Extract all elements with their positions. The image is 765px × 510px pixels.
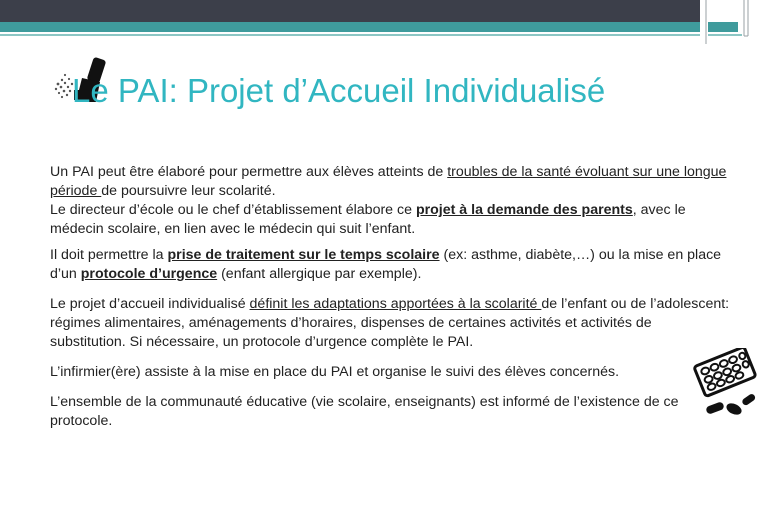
header-bar-dark (0, 0, 765, 22)
paragraph-4: L’infirmier(ère) assiste à la mise en place du PAI et organise le suivi des élèves concernés. (50, 364, 620, 380)
content-body (50, 163, 730, 442)
medication-pills-icon (690, 348, 758, 420)
corner-decoration (700, 0, 765, 44)
paragraph-3: Le projet d’accueil individualisé définit les adaptations apportées à la scolarité de l’enfant ou de l’adolescent: régimes alimentaires, aménagements d’horaires, dispenses de certaines activités et activités de substitution. Si nécessaire, un protocole d’urgence complète le PAI. (50, 296, 730, 350)
header-bar-line (0, 34, 765, 36)
page-title: Le PAI: Projet d’Accueil Individualisé (72, 72, 606, 109)
header-bar-teal (0, 22, 765, 32)
paragraph-2: Il doit permettre la prise de traitement sur le temps scolaire (ex: asthme, diabète,…) ou la mise en place d’un protocole d’urgence (enfant allergique par exemple). (50, 247, 722, 282)
paragraph-5: L’ensemble de la communauté éducative (vie scolaire, enseignants) est informé de l’existence de ce protocole. (50, 394, 679, 429)
paragraph-1: Un PAI peut être élaboré pour permettre aux élèves atteints de troubles de la santé évoluant sur une longue période de poursuivre leur scolarité. Le directeur d’école ou le chef d’établissement élabore ce projet à la demande des parents, avec le médecin scolaire, en lien avec le médecin qui suit l’enfant. (50, 164, 727, 237)
